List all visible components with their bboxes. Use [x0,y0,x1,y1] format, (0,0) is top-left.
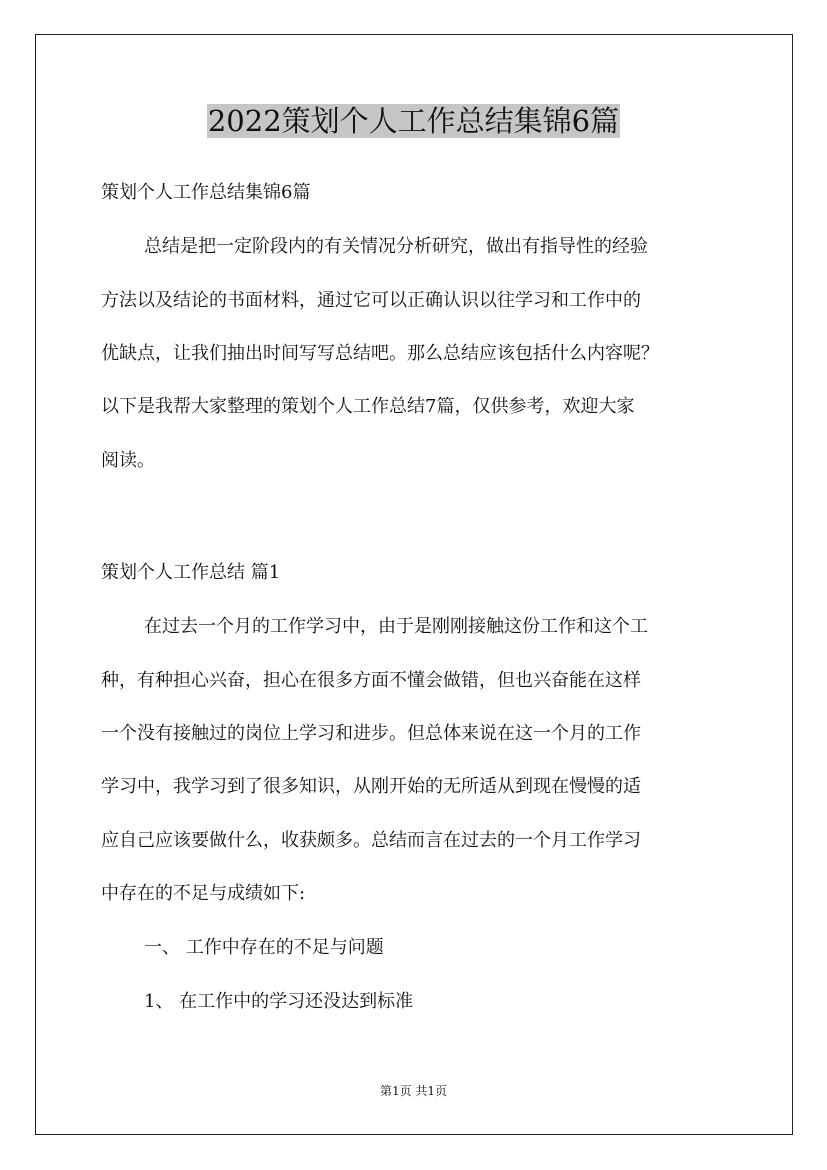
section-paragraph-line: 应自己应该要做什么，收获颇多。总结而言在过去的一个月工作学习 [101,830,641,851]
intro-paragraph-line: 以下是我帮大家整理的策划个人工作总结7篇，仅供参考，欢迎大家 [101,396,635,417]
list-item-heading: 一、 工作中存在的不足与问题 [144,937,384,958]
section-paragraph-line: 种，有种担心兴奋，担心在很多方面不懂会做错，但也兴奋能在这样 [101,670,641,691]
intro-paragraph-line: 优缺点，让我们抽出时间写写总结吧。那么总结应该包括什么内容呢？ [101,343,659,364]
section-heading: 策划个人工作总结 篇1 [101,562,281,583]
intro-paragraph-line: 总结是把一定阶段内的有关情况分析研究，做出有指导性的经验 [144,236,648,257]
document-subtitle: 策划个人工作总结集锦6篇 [101,182,311,203]
document-title: 2022策划个人工作总结集锦6篇 [207,104,620,138]
intro-paragraph-line: 方法以及结论的书面材料，通过它可以正确认识以往学习和工作中的 [101,290,641,311]
section-paragraph-line: 中存在的不足与成绩如下: [101,883,306,904]
section-paragraph-line: 在过去一个月的工作学习中，由于是刚刚接触这份工作和这个工 [144,616,648,637]
intro-paragraph-line: 阅读。 [101,450,155,471]
section-paragraph-line: 一个没有接触过的岗位上学习和进步。但总体来说在这一个月的工作 [101,723,641,744]
list-item-subheading: 1、 在工作中的学习还没达到标准 [144,991,414,1012]
page-footer: 第1页 共1页 [379,1084,448,1098]
section-paragraph-line: 学习中，我学习到了很多知识，从刚开始的无所适从到现在慢慢的适 [101,776,641,797]
